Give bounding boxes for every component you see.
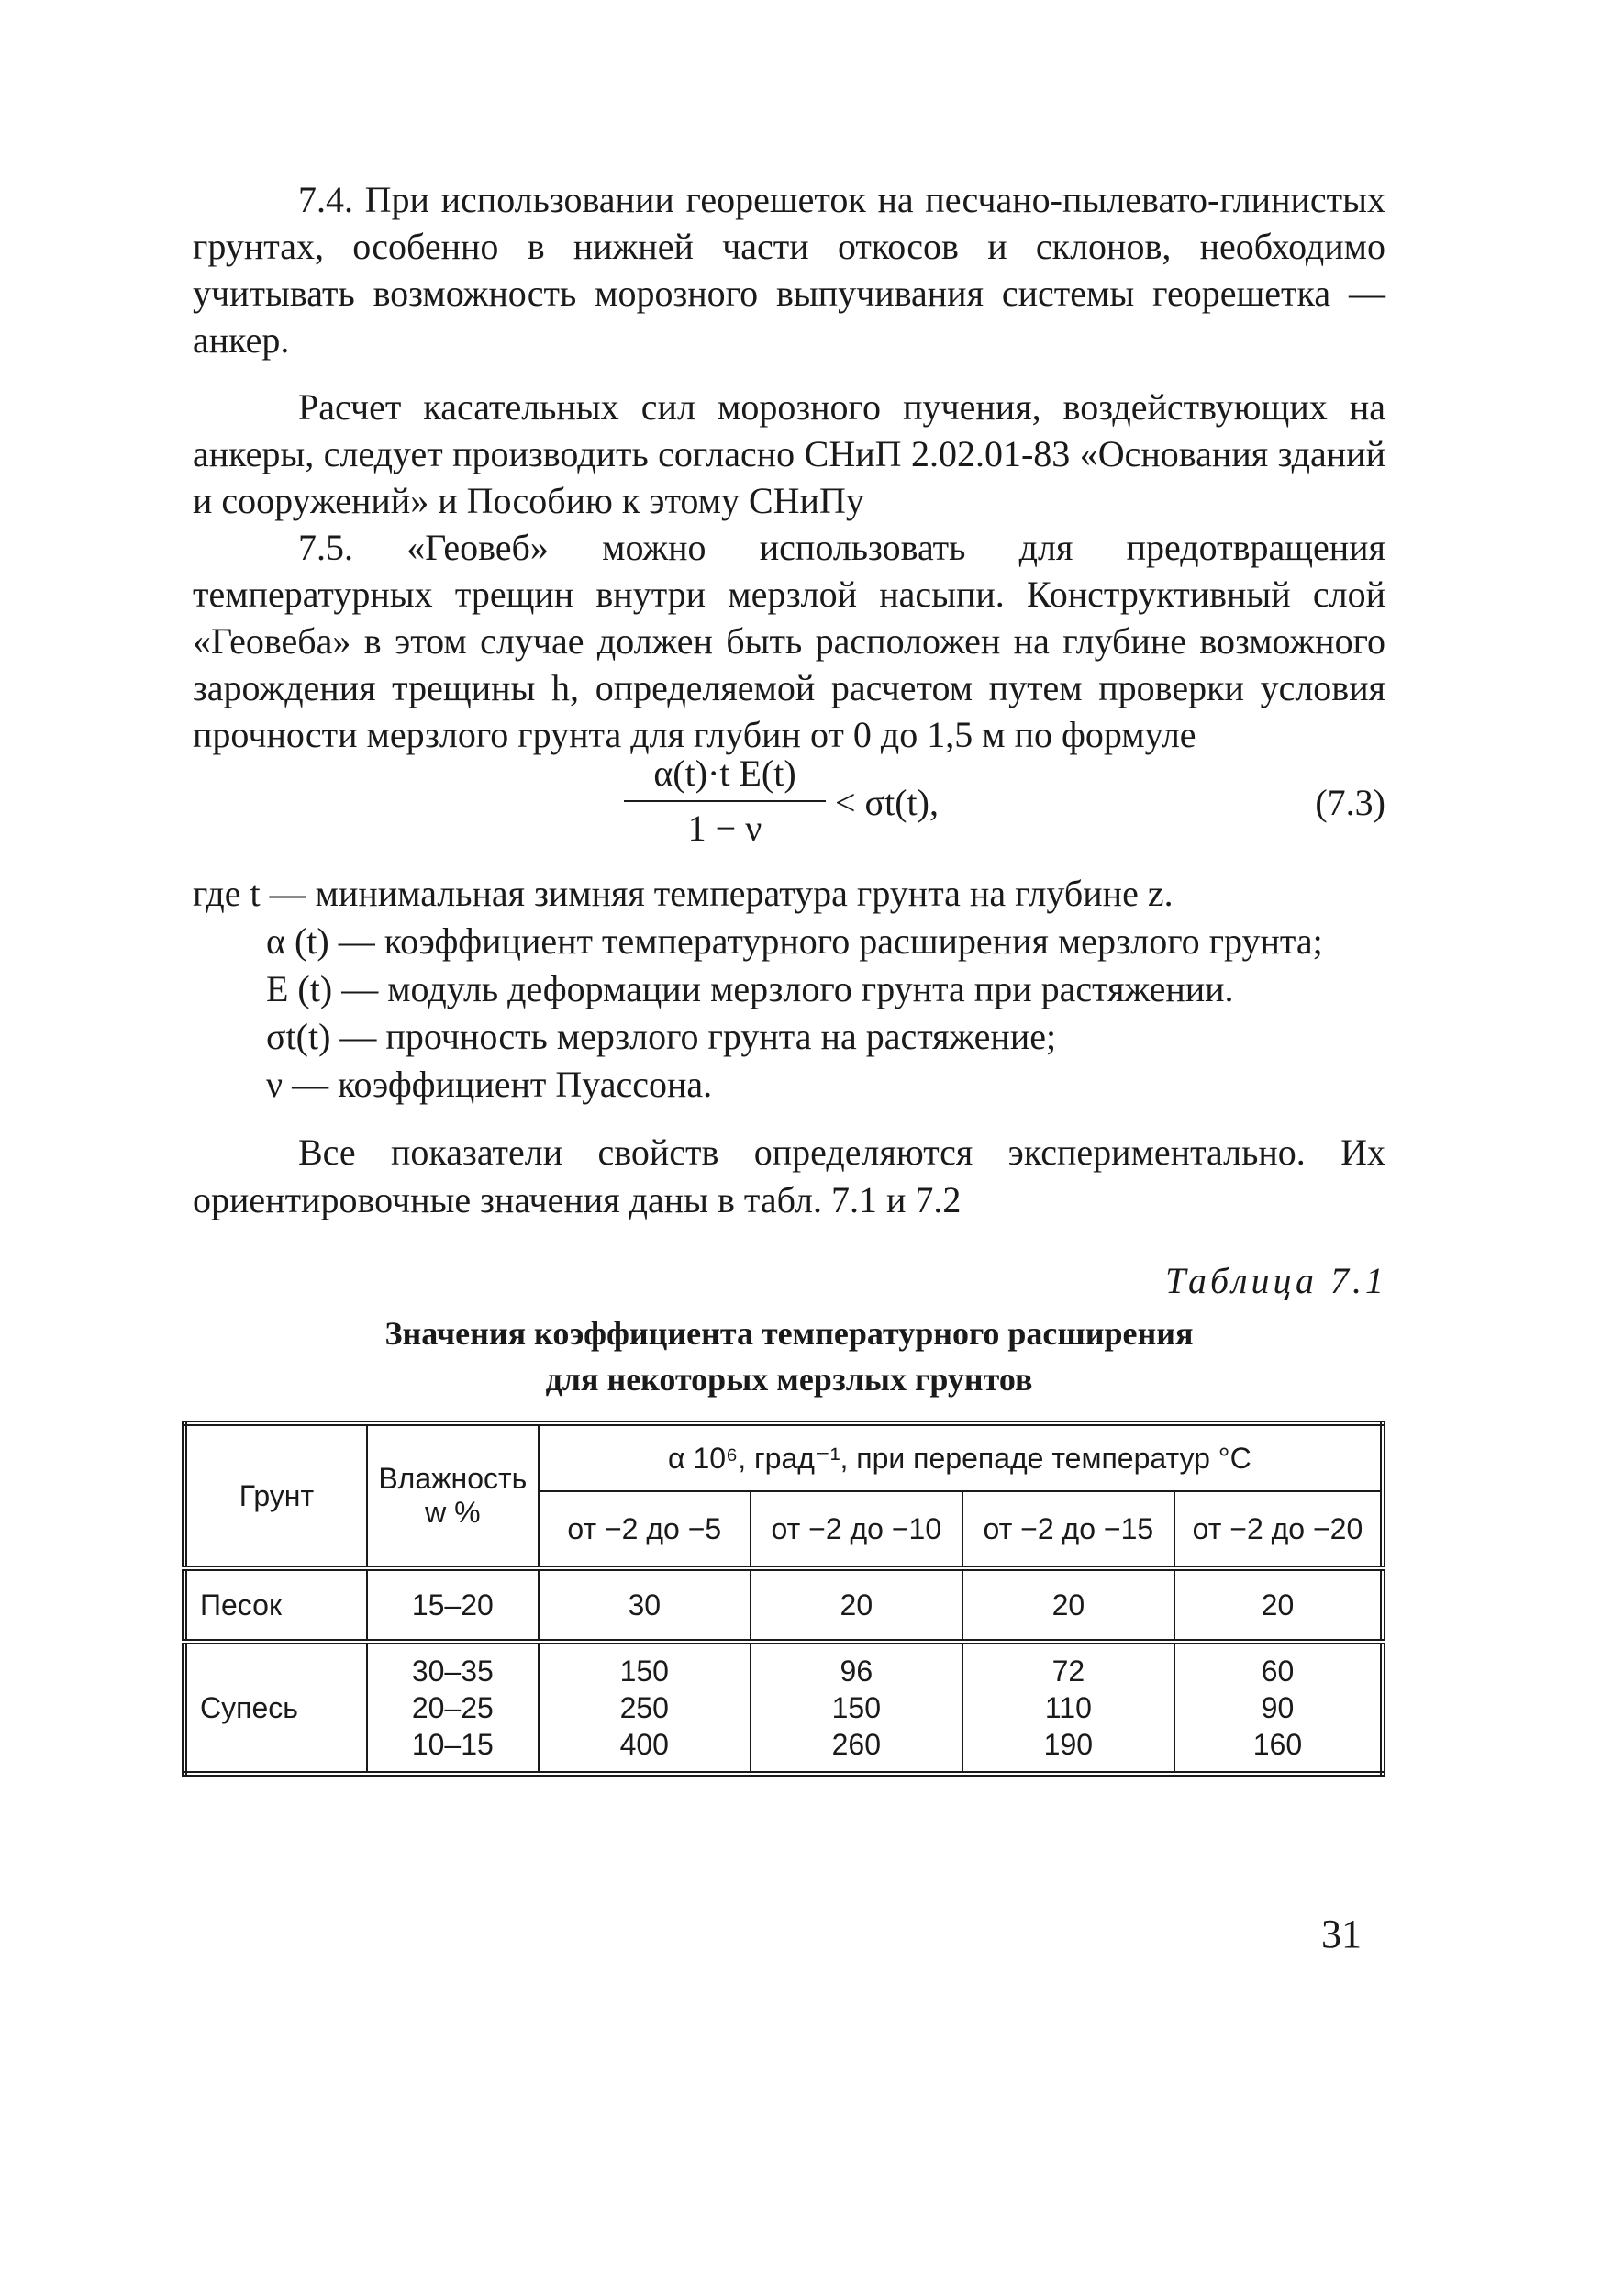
header-range: от −2 до −5 — [539, 1491, 751, 1568]
cell-soil: Песок — [184, 1568, 367, 1642]
header-soil: Грунт — [184, 1423, 367, 1568]
definition-nu: ν — коэффициент Пуассона. — [266, 1064, 713, 1105]
definition-e: E (t) — модуль деформации мерзлого грунта при растяжении. — [266, 968, 1234, 1009]
cell-value: 20 — [1174, 1568, 1383, 1642]
cell-value: 30 — [539, 1568, 751, 1642]
body-text — [193, 176, 1385, 758]
formula-numerator: α(t)·t E(t) — [624, 751, 826, 802]
cell-soil: Супесь — [184, 1642, 367, 1774]
cell-value: 20 — [962, 1568, 1174, 1642]
cell-moisture: 15–20 — [367, 1568, 539, 1642]
header-range: от −2 до −15 — [962, 1491, 1174, 1568]
formula-denominator: 1 − ν — [687, 808, 762, 849]
cell-value: 96 150 260 — [751, 1642, 962, 1774]
formula-7-3 — [193, 751, 1385, 870]
paragraph-frost-forces: Расчет касательных сил морозного пучения, воздействующих на анкеры, следует производить согласно СНиП 2.02.01-83 «Основания зданий и сооружений» и Пособию к этому СНиПу — [193, 386, 1385, 521]
table-row — [184, 1642, 1383, 1774]
expansion-coefficient-table — [182, 1421, 1385, 1777]
table-label: Таблица 7.1 — [1165, 1260, 1387, 1301]
definition-alpha: α (t) — коэффициент температурного расширения мерзлого грунта; — [266, 920, 1323, 962]
header-moisture: Влажность w % — [367, 1423, 539, 1568]
header-range: от −2 до −10 — [751, 1491, 962, 1568]
header-range: от −2 до −20 — [1174, 1491, 1383, 1568]
table-row — [184, 1568, 1383, 1642]
formula-fraction — [624, 751, 826, 852]
formula-rhs: < σt(t), — [835, 782, 939, 823]
table-7-1 — [182, 1421, 1385, 1777]
paragraph-7-5: 7.5. «Геовеб» можно использовать для предотвращения температурных трещин внутри мерзлой насыпи. Конструктивный слой «Геовеба» в этом случае должен быть расположен на глубине возможного зарождения трещины h, определяемой расчетом путем проверки условия прочности мерзлого грунта для глубин от 0 до 1,5 м по формуле — [193, 527, 1385, 755]
cell-moisture: 30–35 20–25 10–15 — [367, 1642, 539, 1774]
formula-number: (7.3) — [1315, 782, 1385, 823]
cell-value: 150 250 400 — [539, 1642, 751, 1774]
cell-value: 72 110 190 — [962, 1642, 1174, 1774]
table-title-line-2: для некоторых мерзлых грунтов — [545, 1361, 1033, 1398]
formula-definitions — [193, 870, 1385, 1224]
table-title — [193, 1310, 1385, 1402]
paragraph-experimental: Все показатели свойств определяются экспериментально. Их ориентировочные значения даны в табл. 7.1 и 7.2 — [193, 1131, 1385, 1220]
paragraph-7-4: 7.4. При использовании георешеток на песчано-пылевато-глинистых грунтах, особенно в нижней части откосов и склонов, необходимо учитывать возможность морозного выпучивания системы георешетка — анкер. — [193, 179, 1385, 361]
table-title-line-1: Значения коэффициента температурного расширения — [384, 1315, 1194, 1352]
cell-value: 20 — [751, 1568, 962, 1642]
header-alpha-group: α 10⁶, град⁻¹, при перепаде температур °С — [539, 1423, 1383, 1491]
definition-t: где t — минимальная зимняя температура грунта на глубине z. — [193, 873, 1174, 914]
definition-sigma: σt(t) — прочность мерзлого грунта на растяжение; — [266, 1016, 1057, 1057]
cell-value: 60 90 160 — [1174, 1642, 1383, 1774]
page-number: 31 — [1321, 1911, 1362, 1956]
